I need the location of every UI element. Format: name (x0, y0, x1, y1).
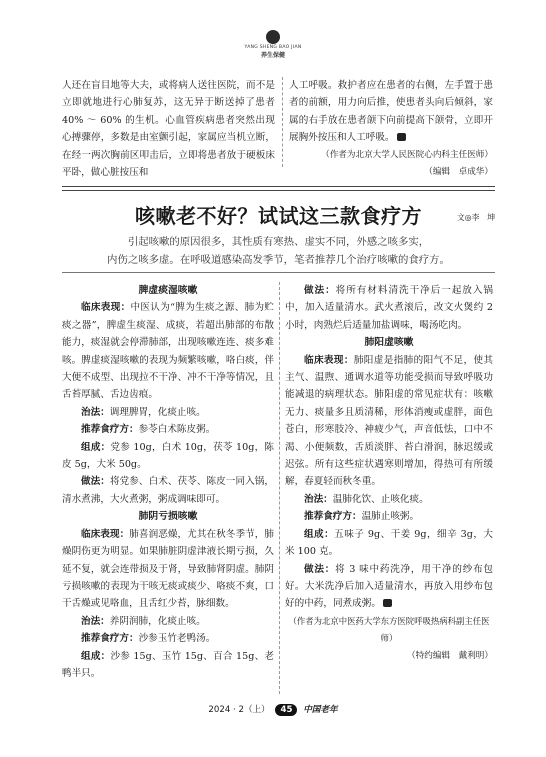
section-method: 做法：将所有材料清洗干净后一起放入锅中，加入适量清水。武火煮滚后，改文火煲约 2 小时，肉熟烂后适量加盐调味，喝汤吃肉。 (285, 285, 494, 331)
previous-article-editor: （编辑 卓成华） (424, 167, 493, 178)
section-clinical: 临床表现：肺喜润恶燥，尤其在秋冬季节，肺燥阴伤更为明显。如果肺脏阴虚津液长期亏损，久延不复，就会连带损及于肾，导致肺肾阴虚。肺阴亏损咳嗽的表现为干咳无痰或痰少、咯痰不爽，口干舌燥或见咯血，且舌红少苔，脉细数。 (62, 528, 275, 610)
logo-chinese: 养生保健 (260, 52, 285, 59)
intro-line-1: 引起咳嗽的原因很多，其性质有寒热、虚实不同，外感之咳多实， (127, 236, 430, 248)
previous-article-right-column (289, 77, 493, 181)
article-right-column (285, 282, 493, 665)
section-ingredients: 组成：五味子 9g、干姜 9g，细辛 3g，大米 100 克。 (285, 528, 493, 558)
section-heading: 肺阴亏损咳嗽 (138, 511, 198, 523)
intro-line-2: 内伤之咳多虚。在呼吸道感染高发季节，笔者推荐几个治疗咳嗽的食疗方。 (107, 253, 450, 266)
section-method: 做法：将 3 味中药洗净，用干净的纱布包好。大米洗净后加入适量清水，再放入用纱布包好的中药，同煮成粥。 (285, 563, 494, 610)
intro-separator (62, 272, 495, 273)
section-treatment: 治法：养阴润肺，化痰止咳。 (81, 615, 206, 627)
end-mark-icon (397, 133, 406, 141)
magazine-logo (242, 30, 304, 68)
article-left-column (62, 282, 274, 682)
logo-english: YANG SHENG BAO JIAN (244, 45, 302, 50)
section-clinical: 临床表现：中医认为“脾为生痰之源、肺为贮痰之器”，脾虚生痰湿、成痰，若超出肺部的布散能力，痰湿就会停滞肺部，出现咳嗽连连、痰多难咳。脾虚痰湿咳嗽的表现为频繁咳嗽，咯白痰，伴大便不成型、出现拉不干净、冲不干净等情况，且舌苔厚腻、舌边齿痕。 (62, 302, 274, 401)
section-ingredients: 组成：沙参 15g、玉竹 15g、百合 15g、老鸭半只。 (62, 650, 275, 679)
previous-article-left-text: 人还在盲目地等大夫，或将病人送往医院，而不是立即就地进行心肺复苏，这无异于断送掉了患者 40% ～ 60% 的生机。心血管疾病患者突然出现心搏骤停，多数是由室颤引起，家属应当机立断，在经一两次胸前区叩击后，立即将患者放于硬板床平卧，做心脏按压和 (62, 80, 275, 179)
column-divider (279, 282, 280, 694)
section-ingredients: 组成：党参 10g，白术 10g，茯苓 10g，陈皮 5g，大米 50g。 (62, 441, 275, 471)
article-separator (62, 186, 495, 191)
section-method: 做法：将党参、白术、茯苓、陈皮一同入锅，清水煮沸，大火煮粥，粥成调味即可。 (62, 476, 275, 505)
section-treatment: 治法：温肺化饮、止咳化痰。 (304, 493, 429, 505)
previous-article-left-column (62, 77, 275, 181)
article-byline: 文◎李 坤 (457, 213, 495, 222)
article-intro (62, 234, 495, 269)
page-footer (0, 703, 546, 716)
section-recipe: 推荐食疗方：参苓白术陈皮粥。 (81, 424, 216, 436)
section-treatment: 治法：调理脾胃，化痰止咳。 (81, 406, 206, 418)
page-number: 45 (275, 704, 297, 716)
article-author: （作者为北京中医药大学东方医院呼吸热病科副主任医师） (288, 615, 490, 644)
previous-article-author: （作者为北京大学人民医院心内科主任医师） (321, 149, 493, 160)
column-divider (282, 77, 283, 167)
section-clinical: 临床表现：肺阳虚是指肺的阳气不足，使其主气、温煦、通调水道等功能受损而导致呼吸功能减退的病理状态。肺阳虚的常见症状有：咳嗽无力、痰量多且质清稀，形体消瘦或虚胖，面色苍白，形寒肢冷、神疲少气，声音低怯，口中不渴、小便频数，舌质淡胖、苔白滑润，脉迟缓或迟弦。所有这些症状遇寒则增加，得热可有所缓解，春夏轻而秋冬重。 (285, 354, 494, 488)
article-editor: （特约编辑 戴利明） (407, 650, 493, 661)
section-heading: 肺阳虚咳嗽 (364, 337, 414, 349)
section-recipe: 推荐食疗方：沙参玉竹老鸭汤。 (81, 633, 216, 645)
magazine-brand: 中国老年 (303, 705, 338, 715)
section-recipe: 推荐食疗方：温肺止咳粥。 (304, 511, 420, 523)
end-mark-icon (383, 599, 392, 607)
previous-article-right-text: 人工呼吸。救护者应在患者的右侧，左手置于患者的前额，用力向后推，使患者头向后倾斜，家属的右手放在患者颌下向前提高下颌骨，立即开展胸外按压和人工呼吸。 (289, 80, 493, 144)
issue-label: 2024 · 2（上） (208, 705, 270, 715)
section-heading: 脾虚痰湿咳嗽 (138, 285, 198, 296)
logo-emblem-icon (266, 30, 280, 44)
article-title: 咳嗽老不好？试试这三款食疗方 (135, 204, 422, 228)
